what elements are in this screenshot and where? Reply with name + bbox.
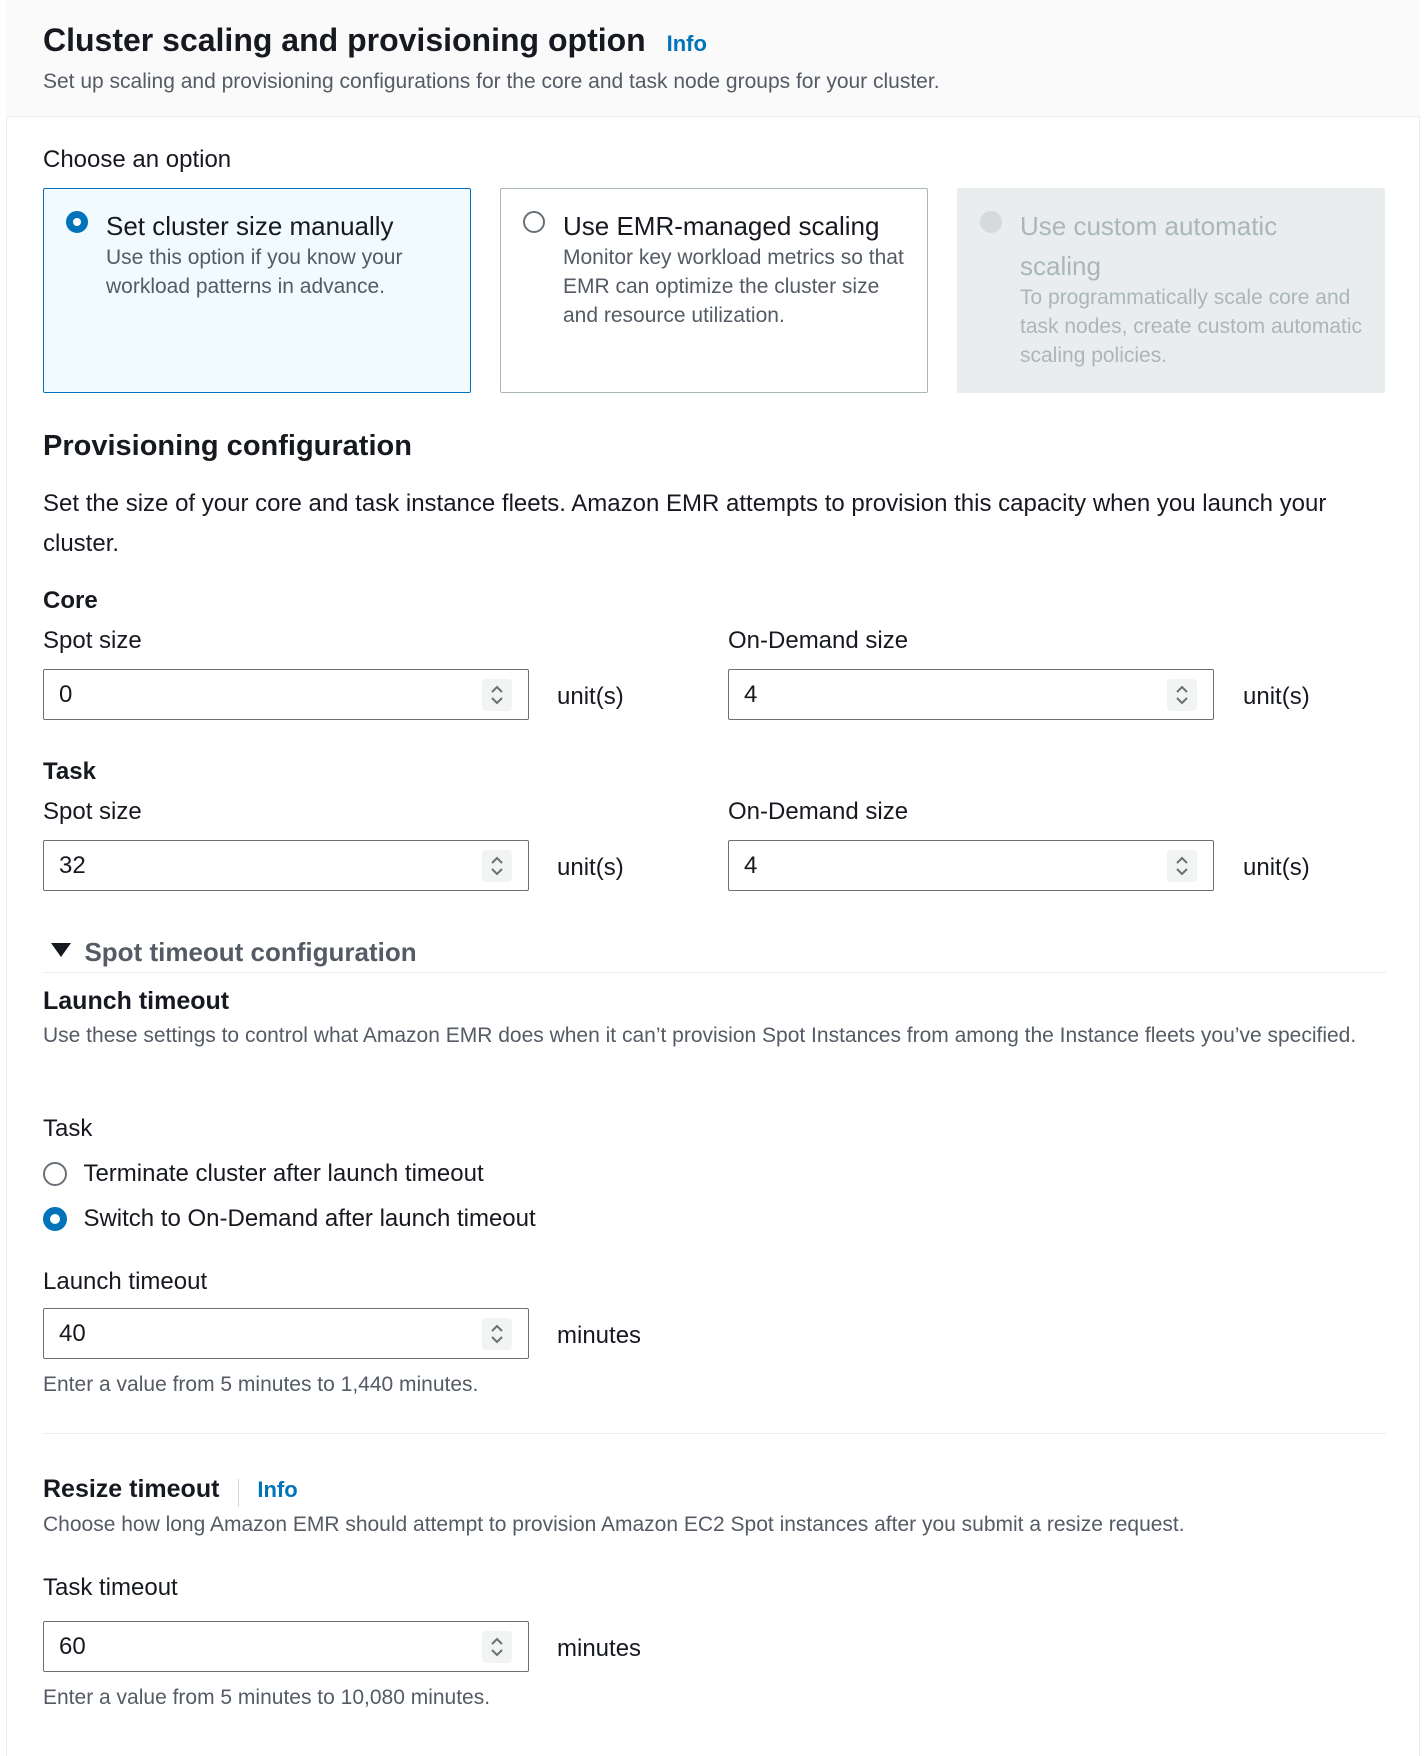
option-emr-managed-title: Use EMR-managed scaling — [563, 211, 880, 241]
radio-terminate-label: Terminate cluster after launch timeout — [83, 1160, 484, 1187]
radio-terminate[interactable] — [43, 1162, 67, 1186]
provisioning-description: Set the size of your core and task instance fleets. Amazon EMR attempts to provision this capacity when you launch your cluster. — [43, 490, 1327, 557]
option-manual-title: Set cluster size manually — [106, 211, 394, 241]
task-timeout-hint: Enter a value from 5 minutes to 10,080 minutes. — [43, 1686, 491, 1709]
radio-switch[interactable] — [43, 1207, 67, 1231]
launch-timeout-description: Use these settings to control what Amazon EMR does when it can’t provision Spot Instances from among the Instance fleets you’ve specified. — [43, 1024, 1357, 1047]
task-timeout-label: Task timeout — [43, 1574, 178, 1601]
divider — [43, 972, 1386, 973]
launch-timeout-value: 40 — [59, 1320, 86, 1347]
task-ondemand-label: On-Demand size — [728, 798, 909, 825]
radio-manual[interactable] — [66, 211, 88, 233]
launch-group-label: Task — [43, 1115, 93, 1142]
divider — [43, 1433, 1386, 1434]
stepper-icon[interactable] — [482, 1631, 512, 1663]
option-custom-description: To programmatically scale core and task nodes, create custom automatic scaling policies. — [1020, 286, 1362, 367]
core-ondemand-unit: unit(s) — [1243, 683, 1310, 710]
caret-down-icon — [50, 941, 72, 964]
radio-terminate-option[interactable] — [43, 1160, 484, 1188]
core-ondemand-input[interactable] — [728, 669, 1214, 720]
resize-timeout-title: Resize timeout — [43, 1475, 220, 1503]
spot-timeout-toggle-label: Spot timeout configuration — [84, 937, 417, 967]
task-spot-label: Spot size — [43, 798, 142, 825]
launch-timeout-label: Launch timeout — [43, 1268, 208, 1295]
task-label: Task — [43, 758, 96, 785]
task-spot-input[interactable] — [43, 840, 529, 891]
header-description: Set up scaling and provisioning configurations for the core and task node groups for your cluster. — [43, 70, 940, 93]
radio-switch-label: Switch to On-Demand after launch timeout — [83, 1205, 536, 1232]
option-manual-description: Use this option if you know your workload patterns in advance. — [106, 246, 403, 298]
resize-timeout-description: Choose how long Amazon EMR should attempt to provision Amazon EC2 Spot instances after you submit a resize request. — [43, 1513, 1185, 1536]
task-spot-value: 32 — [59, 852, 86, 879]
resize-info-link[interactable]: Info — [257, 1477, 298, 1502]
stepper-icon[interactable] — [482, 679, 512, 711]
radio-switch-option[interactable] — [43, 1205, 536, 1233]
task-ondemand-value: 4 — [744, 852, 758, 879]
core-spot-input[interactable] — [43, 669, 529, 720]
task-timeout-input[interactable] — [43, 1621, 529, 1672]
core-spot-value: 0 — [59, 681, 73, 708]
info-link[interactable]: Info — [666, 31, 707, 56]
option-tile-custom — [957, 188, 1385, 393]
task-timeout-value: 60 — [59, 1633, 86, 1660]
core-ondemand-label: On-Demand size — [728, 627, 909, 654]
task-ondemand-input[interactable] — [728, 840, 1214, 891]
core-label: Core — [43, 587, 98, 614]
stepper-icon[interactable] — [482, 1318, 512, 1350]
separator — [238, 1479, 239, 1507]
choose-option-label: Choose an option — [43, 146, 232, 173]
launch-timeout-unit: minutes — [557, 1322, 642, 1349]
resize-timeout-heading — [43, 1475, 298, 1507]
spot-timeout-toggle[interactable] — [50, 937, 417, 968]
radio-custom — [980, 211, 1002, 233]
task-spot-unit: unit(s) — [557, 854, 624, 881]
option-custom-title: Use custom automatic scaling — [1020, 211, 1278, 281]
core-spot-label: Spot size — [43, 627, 142, 654]
launch-timeout-hint: Enter a value from 5 minutes to 1,440 minutes. — [43, 1373, 479, 1396]
stepper-icon[interactable] — [482, 850, 512, 882]
task-ondemand-unit: unit(s) — [1243, 854, 1310, 881]
stepper-icon[interactable] — [1167, 679, 1197, 711]
page-title — [43, 22, 707, 59]
core-spot-unit: unit(s) — [557, 683, 624, 710]
launch-timeout-title: Launch timeout — [43, 987, 230, 1015]
option-emr-managed-description: Monitor key workload metrics so that EMR can optimize the cluster size and resource utilization. — [563, 246, 904, 327]
stepper-icon[interactable] — [1167, 850, 1197, 882]
option-tile-emr-managed[interactable] — [500, 188, 928, 393]
option-tile-manual[interactable] — [43, 188, 471, 393]
launch-timeout-input[interactable] — [43, 1308, 529, 1359]
radio-emr-managed[interactable] — [523, 211, 545, 233]
task-timeout-unit: minutes — [557, 1635, 642, 1662]
page-title-text: Cluster scaling and provisioning option — [43, 22, 646, 58]
provisioning-title: Provisioning configuration — [43, 430, 412, 462]
core-ondemand-value: 4 — [744, 681, 758, 708]
